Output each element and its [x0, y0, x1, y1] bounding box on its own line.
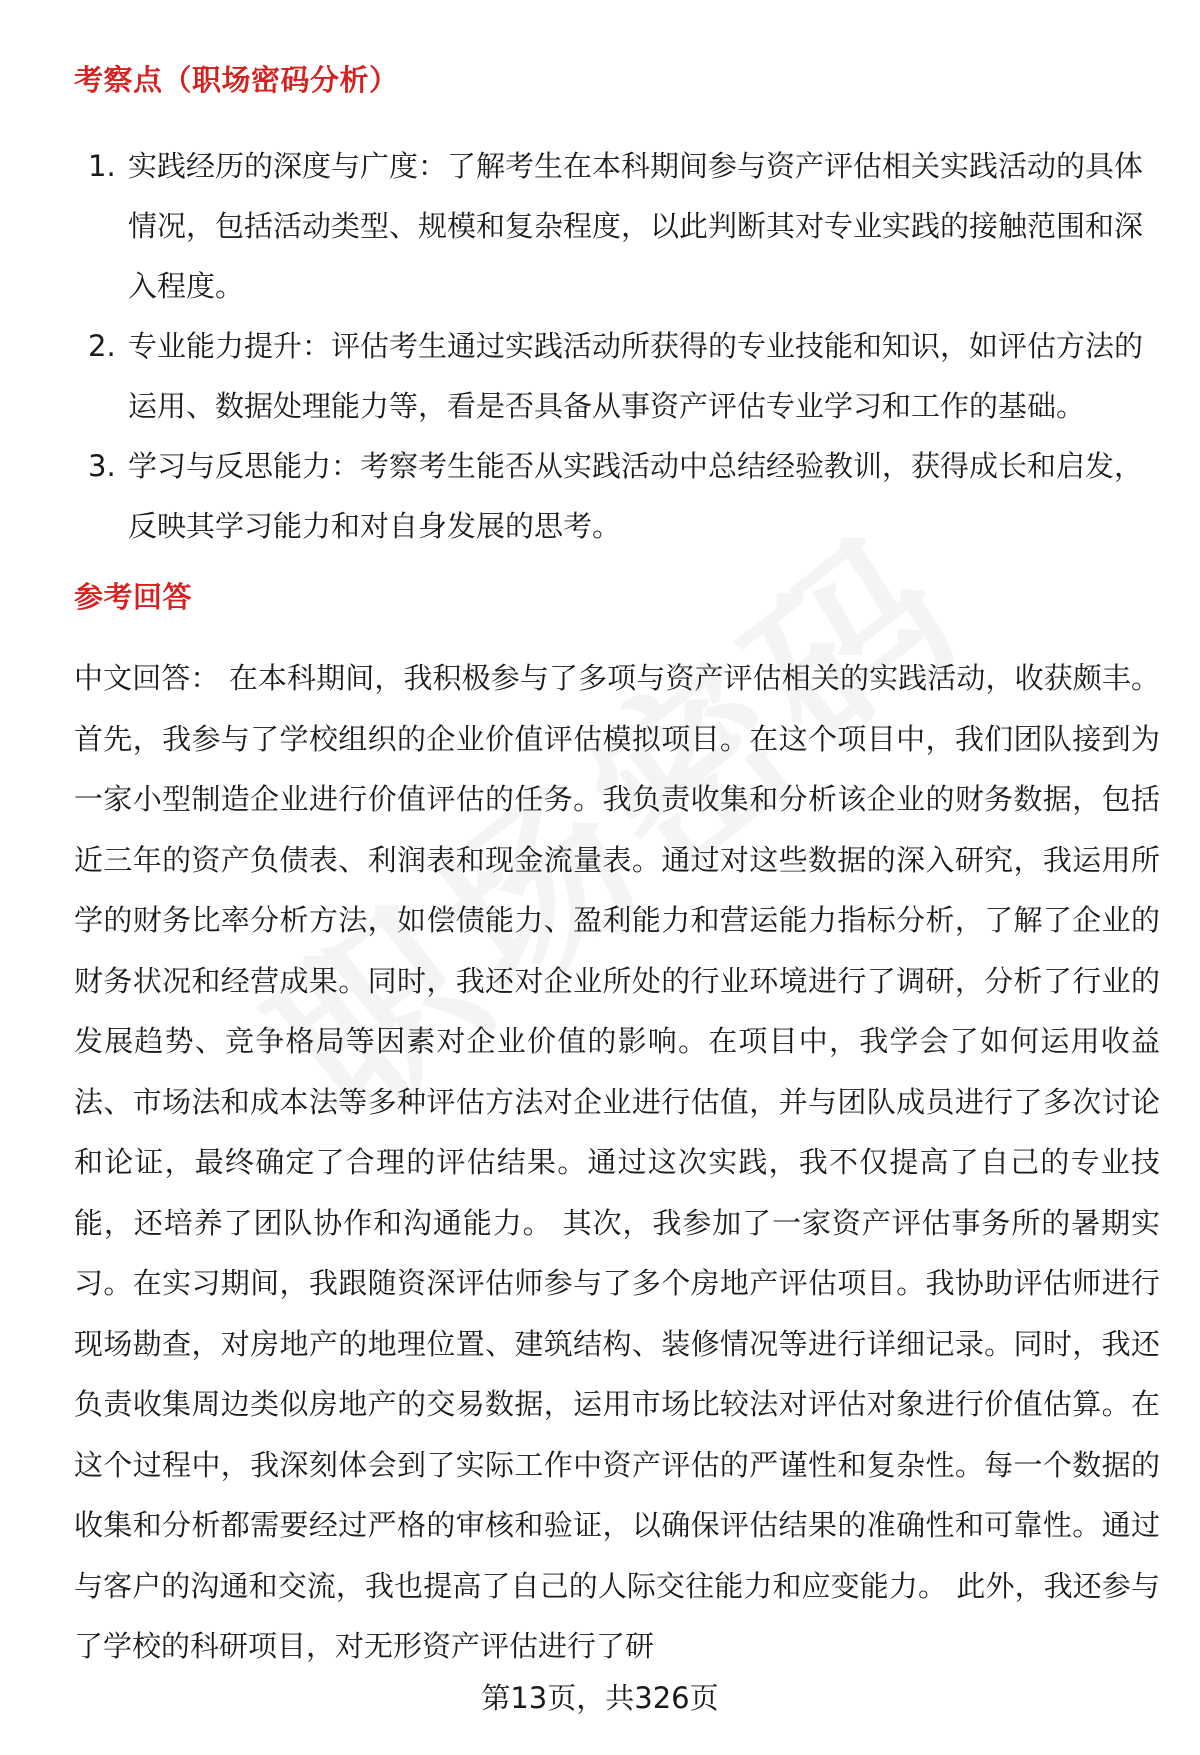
- list-number: 1.: [88, 149, 116, 183]
- reference-answer-body: 中文回答： 在本科期间，我积极参与了多项与资产评估相关的实践活动，收获颇丰。 首先，我参与了学校组织的企业价值评估模拟项目。在这个项目中，我们团队接到为一家小型制造企业进行价值评估的任务。我负责收集和分析该企业的财务数据，包括近三年的资产负债表、利润表和现金流量表。通过对这些数据的深入研究，我运用所学的财务比率分析方法，如偿债能力、盈利能力和营运能力指标分析，了解了企业的财务状况和经营成果。同时，我还对企业所处的行业环境进行了调研，分析了行业的发展趋势、竞争格局等因素对企业价值的影响。在项目中，我学会了如何运用收益法、市场法和成本法等多种评估方法对企业进行估值，并与团队成员进行了多次讨论和论证，最终确定了合理的评估结果。通过这次实践，我不仅提高了自己的专业技能，还培养了团队协作和沟通能力。 其次，我参加了一家资产评估事务所的暑期实习。在实习期间，我跟随资深评估师参与了多个房地产评估项目。我协助评估师进行现场勘查，对房地产的地理位置、建筑结构、装修情况等进行详细记录。同时，我还负责收集周边类似房地产的交易数据，运用市场比较法对评估对象进行价值估算。在这个过程中，我深刻体会到了实际工作中资产评估的严谨性和复杂性。每一个数据的收集和分析都需要经过严格的审核和验证，以确保评估结果的准确性和可靠性。通过与客户的沟通和交流，我也提高了自己的人际交往能力和应变能力。 此外，我还参与了学校的科研项目，对无形资产评估进行了研: [74, 661, 1160, 1663]
- section-heading-exam-points: 考察点（职场密码分析）: [74, 63, 399, 97]
- list-item: [74, 136, 1154, 316]
- list-text: 专业能力提升：评估考生通过实践活动所获得的专业技能和知识，如评估方法的运用、数据处理能力等，看是否具备从事资产评估专业学习和工作的基础。: [128, 329, 1144, 423]
- list-item: [74, 436, 1154, 556]
- list-text: 实践经历的深度与广度：了解考生在本科期间参与资产评估相关实践活动的具体情况，包括活动类型、规模和复杂程度，以此判断其对专业实践的接触范围和深入程度。: [128, 149, 1144, 303]
- section-heading-reference-answer: 参考回答: [74, 580, 193, 614]
- list-item: [74, 316, 1154, 436]
- exam-points-list: [74, 136, 1154, 556]
- list-number: 2.: [88, 329, 116, 363]
- list-number: 3.: [88, 449, 116, 483]
- list-text: 学习与反思能力：考察考生能否从实践活动中总结经验教训，获得成长和启发，反映其学习能力和对自身发展的思考。: [128, 449, 1144, 543]
- page-number-footer: 第13页，共326页: [481, 1681, 719, 1715]
